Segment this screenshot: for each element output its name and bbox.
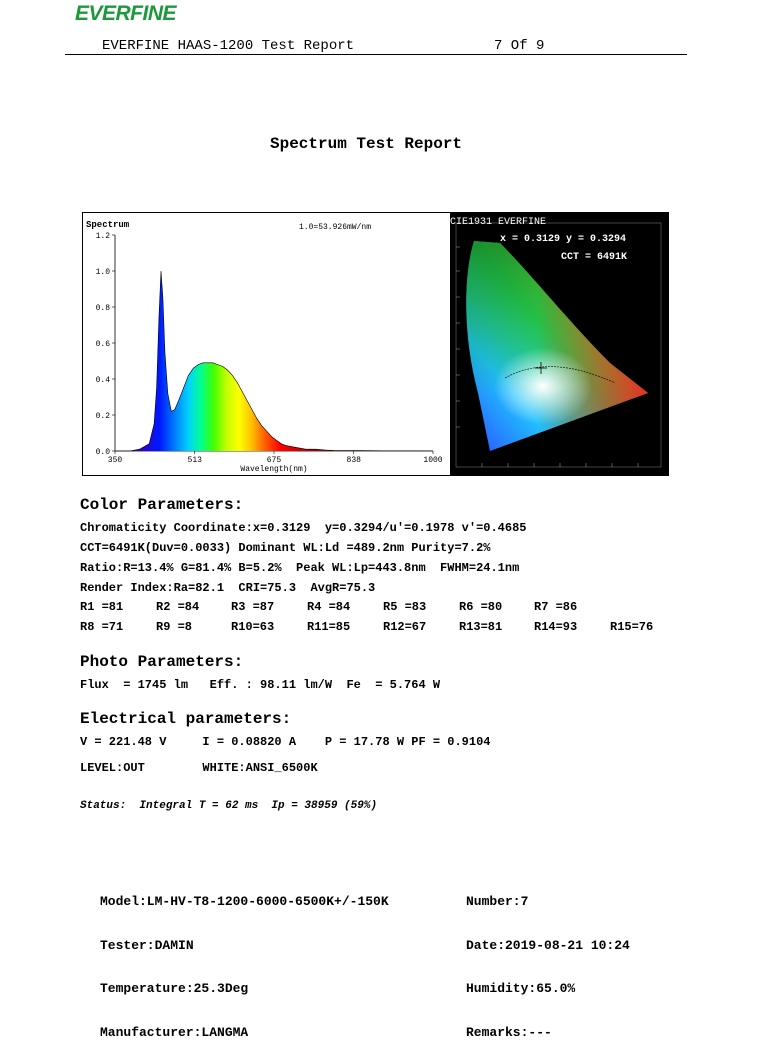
y-axis bbox=[96, 232, 115, 457]
y-tick-label: 0.4 bbox=[95, 376, 110, 385]
color-params-title: Color Parameters: bbox=[80, 496, 244, 514]
scale-note: 1.0=53.926mW/nm bbox=[299, 223, 372, 232]
ratio-line: Ratio:R=13.4% G=81.4% B=5.2% Peak WL:Lp=443.8nm FWHM=24.1nm bbox=[80, 561, 520, 575]
x-tick-label: 513 bbox=[187, 456, 202, 465]
remarks-field: Remarks:--- bbox=[466, 1024, 552, 1040]
y-tick-label: 0.6 bbox=[95, 340, 110, 349]
number-field: Number:7 bbox=[466, 894, 529, 909]
chart-panel bbox=[82, 212, 669, 476]
r-value: R2 =84 bbox=[156, 600, 200, 614]
manufacturer-field: Manufacturer:LANGMA bbox=[100, 1024, 249, 1040]
photo-params-line: Flux = 1745 lm Eff. : 98.11 lm/W Fe = 5.764 W bbox=[80, 678, 441, 692]
spectrum-chart bbox=[83, 213, 449, 475]
y-tick-label: 1.0 bbox=[95, 268, 110, 277]
cct-line: CCT=6491K(Duv=0.0033) Dominant WL:Ld =489.2nm Purity=7.2% bbox=[80, 541, 491, 555]
temperature-field: Temperature:25.3Deg bbox=[100, 981, 249, 996]
x-tick-label: 838 bbox=[346, 456, 361, 465]
render-index-line: Render Index:Ra=82.1 CRI=75.3 AvgR=75.3 bbox=[80, 581, 376, 595]
r-value: R3 =87 bbox=[231, 600, 275, 614]
r-value: R8 =71 bbox=[80, 620, 124, 634]
tester-field: Tester:DAMIN bbox=[100, 937, 194, 953]
footer-right bbox=[466, 866, 630, 1055]
r-values-row-2 bbox=[80, 620, 653, 634]
page-indicator: 7 Of 9 bbox=[494, 38, 545, 54]
model-field: Model:LM-HV-T8-1200-6000-6500K+/-150K bbox=[100, 894, 389, 909]
everfine-logo: EVERFINE bbox=[75, 2, 177, 25]
r-value: R4 =84 bbox=[307, 600, 351, 614]
electrical-params-title: Electrical parameters: bbox=[80, 710, 292, 728]
x-tick-label: 675 bbox=[266, 456, 282, 465]
cie-title: CIE1931 EVERFINE bbox=[450, 217, 547, 228]
photo-params-title: Photo Parameters: bbox=[80, 653, 244, 671]
r-value: R9 =8 bbox=[156, 620, 193, 634]
y-tick-label: 0.2 bbox=[95, 412, 110, 421]
x-tick-label: 350 bbox=[107, 456, 123, 465]
cie-cct: CCT = 6491K bbox=[561, 252, 628, 263]
electrical-line-2: LEVEL:OUT WHITE:ANSI_6500K bbox=[80, 761, 318, 775]
status-line: Status: Integral T = 62 ms Ip = 38959 (59%) bbox=[80, 800, 378, 812]
report-header: EVERFINE HAAS-1200 Test Report bbox=[102, 38, 355, 54]
x-tick-label: 1000 bbox=[423, 456, 443, 465]
page-title: Spectrum Test Report bbox=[270, 135, 463, 153]
r-value: R11=85 bbox=[307, 620, 351, 634]
cie-gamut bbox=[450, 213, 668, 475]
spectrum-title: Spectrum bbox=[86, 220, 130, 230]
electrical-line-1: V = 221.48 V I = 0.08820 A P = 17.78 W PF = 0.9104 bbox=[80, 735, 491, 749]
footer-left bbox=[100, 866, 389, 1055]
r-value: R10=63 bbox=[231, 620, 275, 634]
cie-xy: x = 0.3129 y = 0.3294 bbox=[500, 234, 627, 245]
x-axis-label: Wavelength(nm) bbox=[240, 465, 308, 474]
y-tick-label: 1.2 bbox=[95, 232, 110, 241]
r-value: R15=76 bbox=[610, 620, 654, 634]
y-tick-label: 0.0 bbox=[95, 448, 110, 457]
r-value: R7 =86 bbox=[534, 600, 578, 614]
r-value: R14=93 bbox=[534, 620, 578, 634]
y-tick-label: 0.8 bbox=[95, 304, 110, 313]
r-value: R13=81 bbox=[459, 620, 503, 634]
header-rule bbox=[65, 54, 687, 55]
r-value: R6 =80 bbox=[459, 600, 503, 614]
r-value: R5 =83 bbox=[383, 600, 427, 614]
date-field: Date:2019-08-21 10:24 bbox=[466, 937, 630, 953]
x-axis bbox=[108, 451, 443, 465]
r-value: R1 =81 bbox=[80, 600, 124, 614]
humidity-field: Humidity:65.0% bbox=[466, 981, 576, 996]
r-values-row-1 bbox=[80, 600, 610, 614]
r-value: R12=67 bbox=[383, 620, 427, 634]
cie-diagram bbox=[450, 213, 668, 475]
chromaticity-line: Chromaticity Coordinate:x=0.3129 y=0.3294/u'=0.1978 v'=0.4685 bbox=[80, 521, 527, 535]
